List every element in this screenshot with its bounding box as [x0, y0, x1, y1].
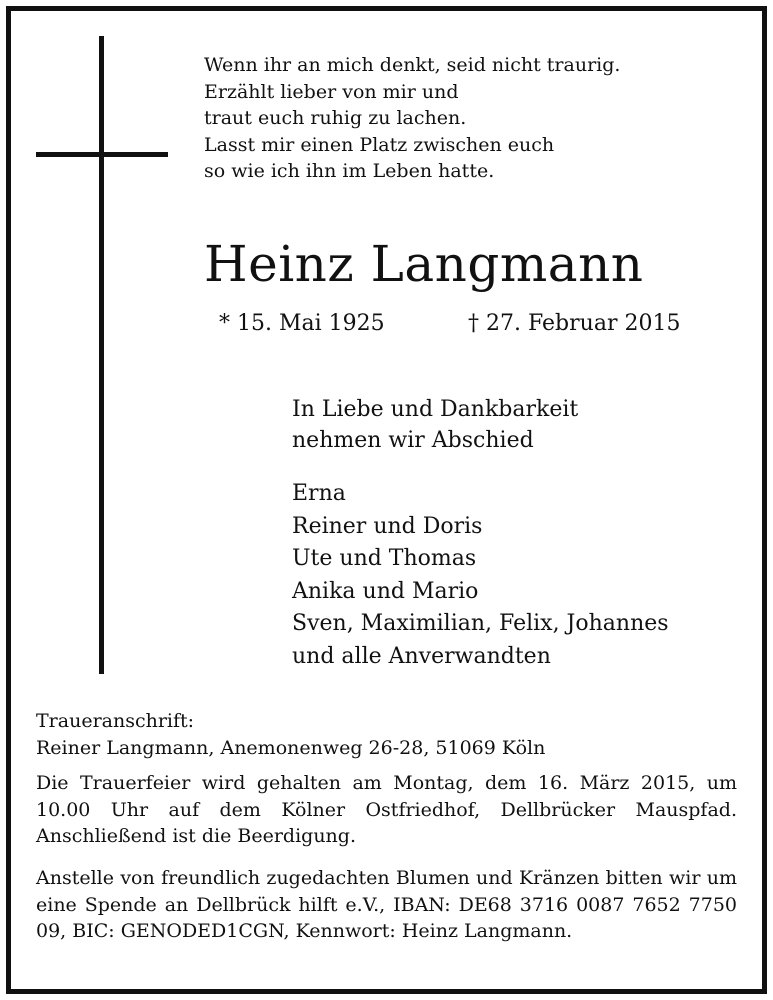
ceremony-info: Die Trauerfeier wird gehalten am Montag, dem 16. März 2015, um 10.00 Uhr auf dem Kölner Ostfriedhof, Dellbrücker Mauspfad. Anschließend ist die Beerdigung.: [36, 772, 737, 847]
address-label: Traueranschrift:: [36, 710, 195, 732]
farewell-line: In Liebe und Dankbarkeit: [292, 397, 579, 422]
deceased-name: Heinz Langmann: [204, 235, 644, 293]
mourning-address: [36, 708, 736, 761]
cross-horizontal-bar: [36, 152, 168, 157]
poem-line: Erzählt lieber von mir und: [204, 80, 459, 103]
farewell-line: nehmen wir Abschied: [292, 428, 534, 453]
mourner-line: Anika und Mario: [292, 578, 479, 604]
poem-line: so wie ich ihn im Leben hatte.: [204, 160, 495, 182]
poem: [204, 52, 744, 185]
death-date: † 27. Februar 2015: [468, 311, 681, 336]
address-value: Reiner Langmann, Anemonenweg 26-28, 51069 Köln: [36, 736, 546, 759]
donation-info: Anstelle von freundlich zugedachten Blumen und Kränzen bitten wir um eine Spende an Dellbrück hilft e.V., IBAN: DE68 3716 0087 7652 7750 09, BIC: GENODED1CGN, Kennwort: Heinz Langmann.: [36, 867, 737, 942]
birth-date: * 15. Mai 1925: [219, 311, 385, 336]
mourners-list: [292, 478, 752, 673]
mourner-line: und alle Anverwandten: [292, 643, 551, 669]
mourner-line: Ute und Thomas: [292, 546, 477, 571]
mourner-line: Erna: [292, 481, 346, 506]
poem-line: Lasst mir einen Platz zwischen euch: [204, 133, 555, 156]
poem-line: Wenn ihr an mich denkt, seid nicht traurig.: [204, 54, 621, 76]
mourner-line: Sven, Maximilian, Felix, Johannes: [292, 611, 669, 636]
cross-vertical-bar: [99, 36, 104, 674]
mourner-line: Reiner und Doris: [292, 513, 483, 539]
farewell-text: [292, 394, 752, 456]
poem-line: traut euch ruhig zu lachen.: [204, 107, 467, 129]
